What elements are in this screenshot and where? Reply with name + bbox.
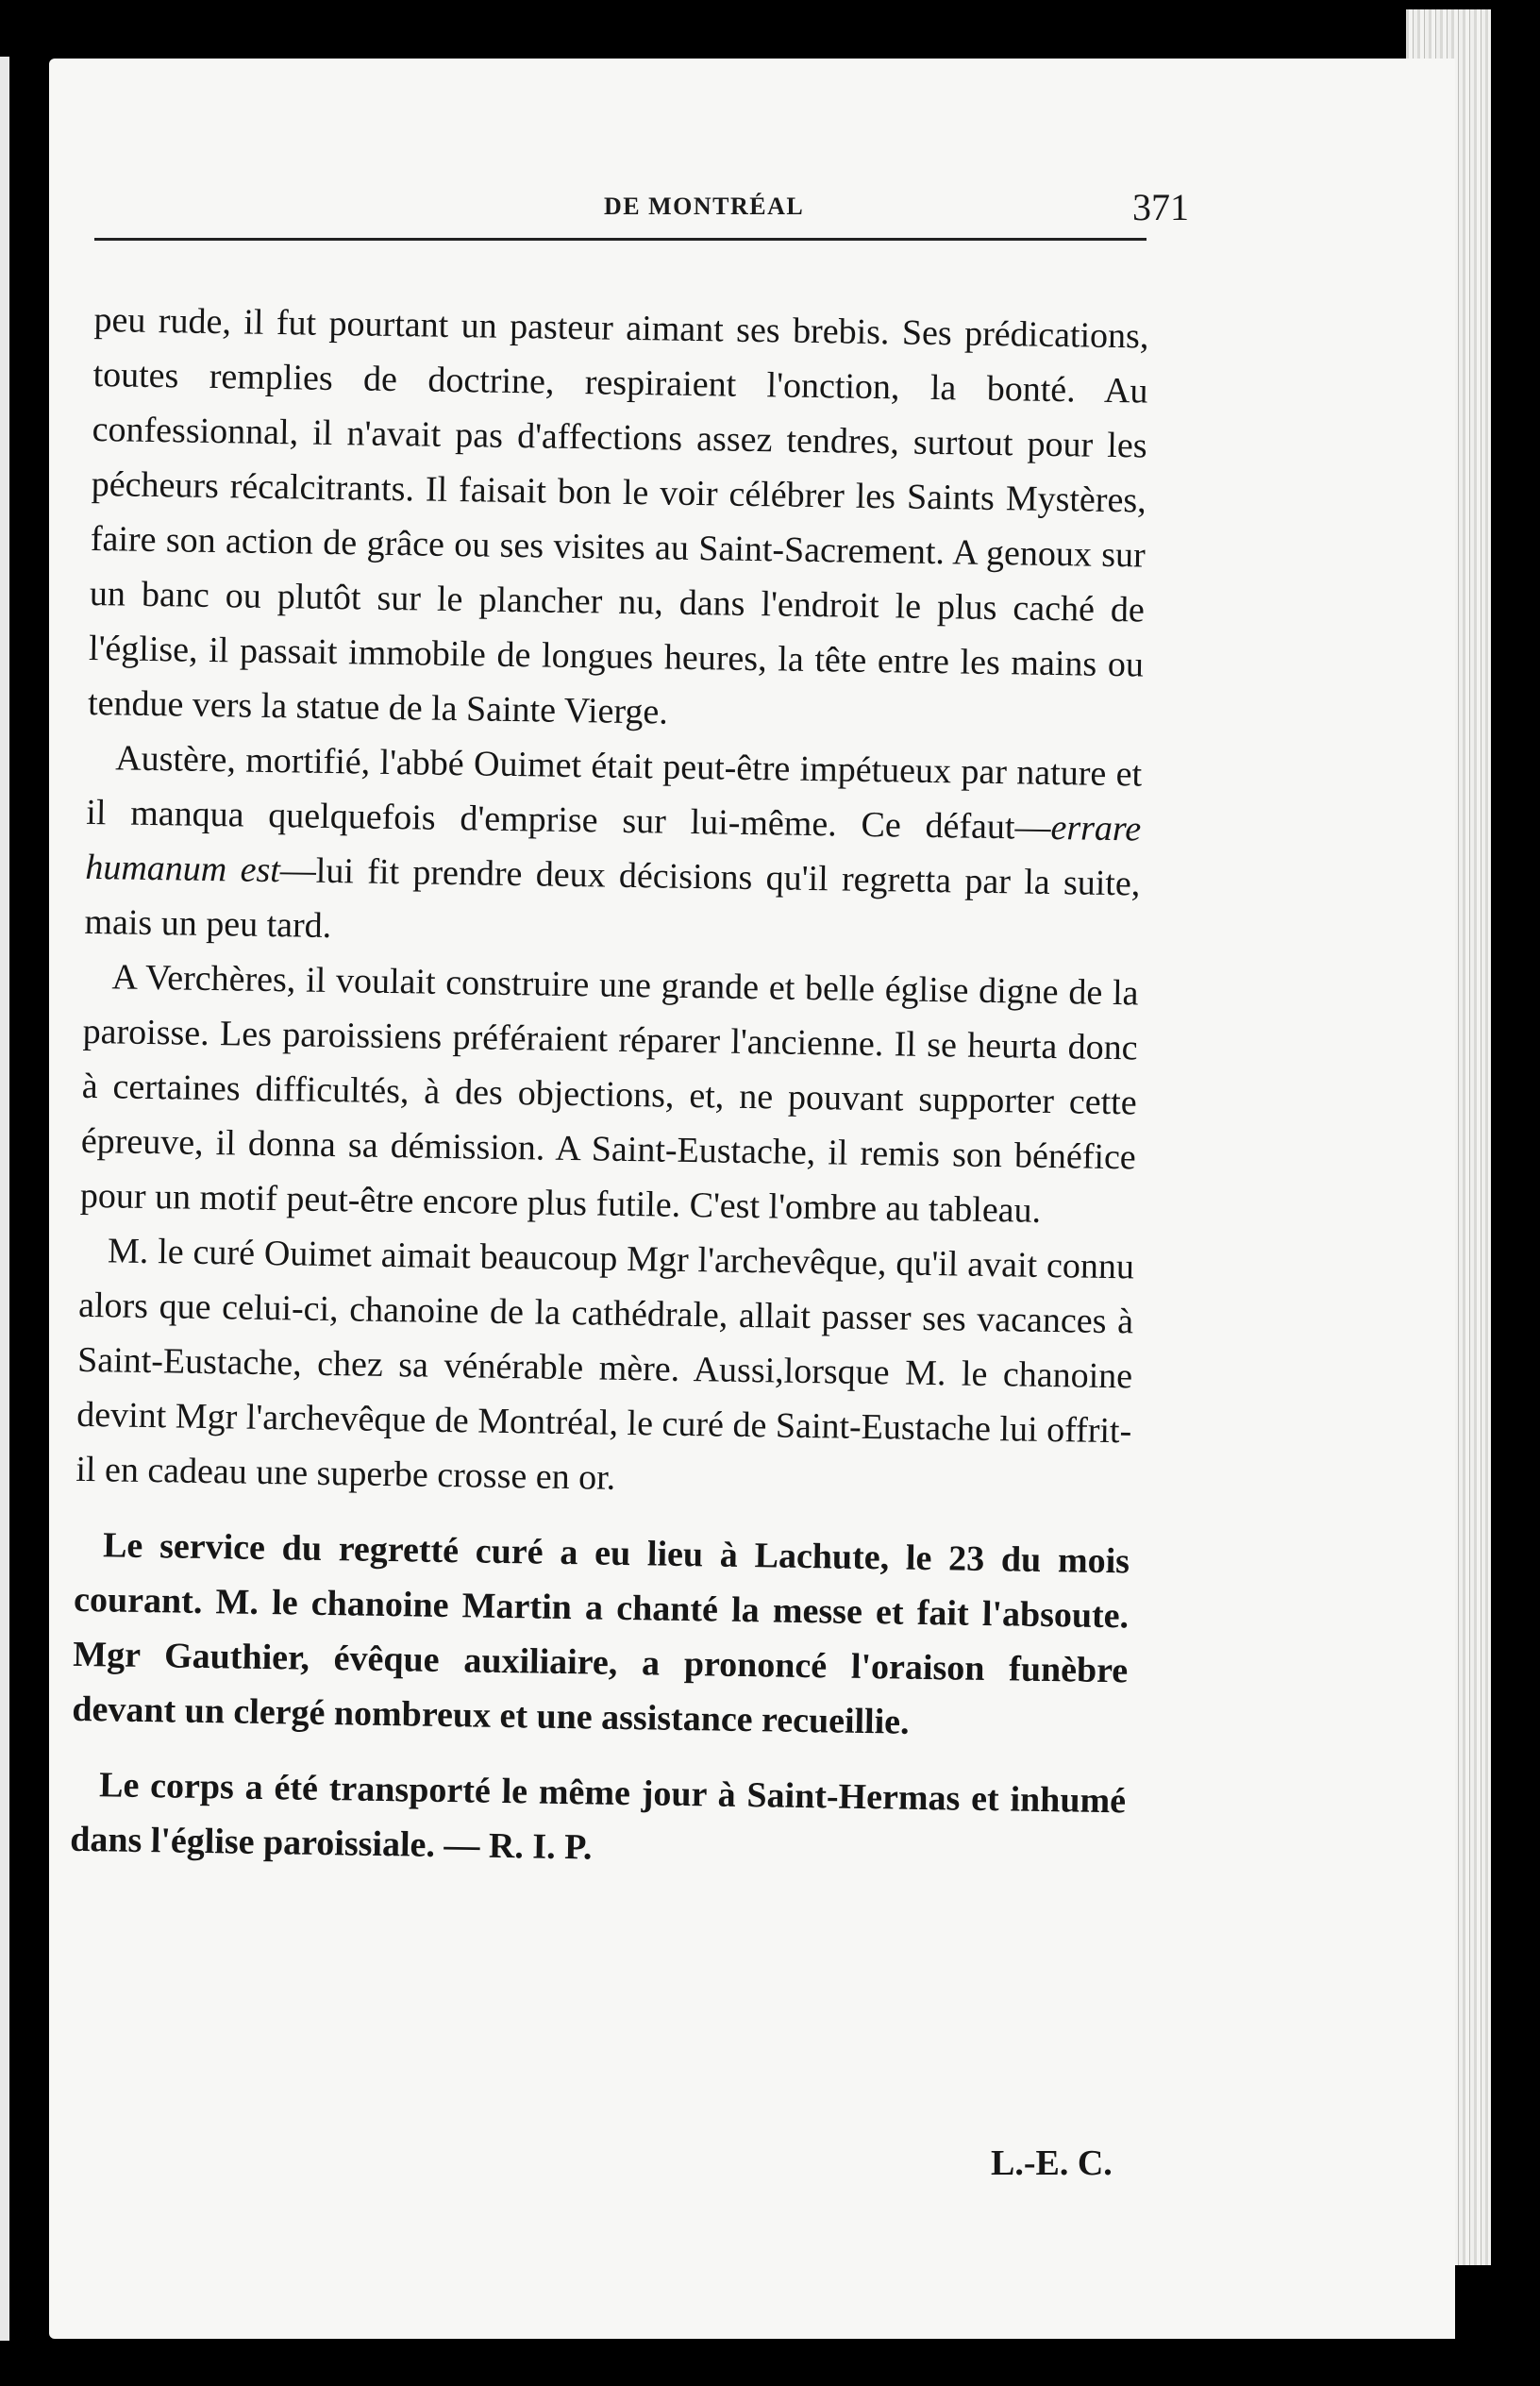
paragraph-2-start: Austère, mortifié, l'abbé Ouimet était peut-être impétueux par nature et il manqua quelquefois d'emprise sur lui-même. Ce défaut— [86, 738, 1143, 848]
running-title: DE MONTRÉAL [604, 193, 805, 220]
paragraph-5: Le service du regretté curé a eu lieu à Lachute, le 23 du mois courant. M. le chanoine Martin a chanté la messe et fait l'absoute. Mgr Gauthier, évêque auxiliaire, a prononcé l'oraison funèbre devant un clergé nombreux et une assistance recueillie. [72, 1525, 1130, 1742]
author-signature: L.-E. C. [991, 2143, 1113, 2183]
paragraph-1: peu rude, il fut pourtant un pasteur aimant ses brebis. Ses prédications, toutes remplies de doctrine, respiraient l'onction, la bonté. Au confessionnal, il n'avait pas d'affections assez tendres, surtout pour les pécheurs récalcitrants. Il faisait bon le voir célébrer les Saints Mystères, faire son action de grâce ou ses visites au Saint-Sacrement. A genoux sur un banc ou plutôt sur le plancher nu, dans l'endroit le plus caché de l'église, il passait immobile de longues heures, la tête entre les mains ou tendue vers la statue de la Sainte Vierge. [87, 299, 1149, 732]
paragraph-2-end: —lui fit prendre deux décisions qu'il regretta par la suite, mais un peu tard. [84, 850, 1141, 947]
paragraph-3: A Verchères, il voulait construire une grande et belle église digne de la paroisse. Les paroissiens préféraient réparer l'ancienne. Il se heurta donc à certaines difficultés, à des objections, et, ne pouvant supporter cette épreuve, il donna sa démission. A Saint-Eustache, il remis son bénéfice pour un motif peut-être encore plus futile. C'est l'ombre au tableau. [79, 957, 1139, 1231]
body-text [70, 293, 1149, 1883]
page-header [94, 185, 1189, 260]
page-number: 371 [1132, 186, 1189, 228]
header-rule [94, 238, 1147, 241]
paragraph-6: Le corps a été transporté le même jour à Saint-Hermas et inhumé dans l'église paroissiale. — R. I. P. [69, 1765, 1127, 1868]
left-margin-strip [0, 57, 9, 2341]
paragraph-2 [84, 731, 1143, 966]
paragraph-4: M. le curé Ouimet aimait beaucoup Mgr l'archevêque, qu'il avait connu alors que celui-ci, chanoine de la cathédrale, allait passer ses vacances à Saint-Eustache, chez sa vénérable mère. Aussi,lorsque M. le chanoine devint Mgr l'archevêque de Montréal, le curé de Saint-Eustache lui offrit-il en cadeau une superbe crosse en or. [75, 1231, 1135, 1498]
latin-phrase: errare humanum est [85, 807, 1142, 891]
